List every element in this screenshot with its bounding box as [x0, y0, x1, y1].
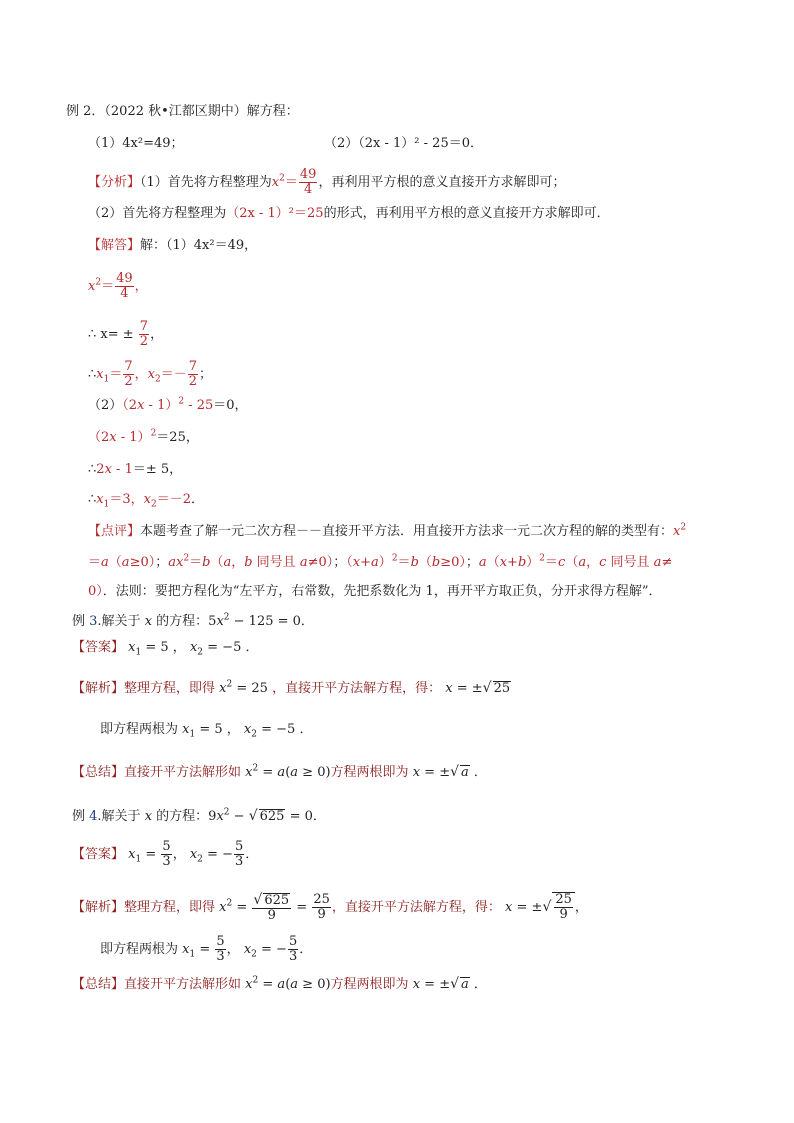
solution-tag-3: 【解析】	[72, 681, 125, 696]
example-3-solution: 【解析】整理方程，即得 $x^2 = 25$ ，直接开平方法解方程，得： x = ±√ 25	[72, 679, 511, 696]
example-4-summary: 【总结】直接开平方法解形如 $x^2 = a(a \ge 0)$方程两根即为 x = ±√ a ．	[72, 975, 487, 992]
answer-tag: 【答案】	[72, 640, 125, 655]
example-source: （2022 秋•江都区期中）解方程：	[104, 104, 299, 119]
example-3-roots: 即方程两根为 $x_1 = 5$ ， $x_2 = -5$ ．	[100, 722, 313, 740]
analysis-text-2a: （2）首先将方程整理为	[88, 206, 227, 221]
example-3-answer: 【答案】 $x_1 = 5$ ， $x_2 = -5$ ．	[72, 640, 259, 658]
analysis-formula-1: $x^2=$ $\frac{49}{4}$	[271, 167, 317, 197]
solution-step-2: $x^2=$ $\frac{49}{4}$ ，	[88, 271, 148, 301]
comment-line-3: 0）．法则：要把方程化为“左平方，右常数，先把系数化为 1，再开平方取正负，分开求得方程解”．	[88, 584, 662, 599]
analysis-formula-2: （2x - 1）²＝25	[226, 206, 324, 221]
analysis-text-1b: ，再利用平方根的意义直接开方求解即可；	[318, 175, 566, 190]
example-4-answer: 【答案】 $x_1$ = $\frac{5}{3}$ ， $x_2$ = − $\frac{5}{3}$ ．	[72, 839, 259, 869]
analysis-line-1	[88, 168, 565, 197]
comment-line-1: 【点评】本题考查了解一元二次方程－－直接开平方法．用直接开方法求一元二次方程的解的类型有：$x^2$	[88, 522, 687, 539]
analysis-text-2c: 的形式，再利用平方根的意义直接开方求解即可．	[323, 206, 610, 221]
comment-tag: 【点评】	[88, 524, 141, 539]
analysis-text-1a: （1）首先将方程整理为	[140, 175, 272, 190]
example-4-solution: 【解析】整理方程，即得 $x^2$ = $\frac{√ 625}{9}$ = $\frac{25}{9}$ ，直接开平方法解方程，得： x = ±√ $\frac{25}{9}$ ，	[72, 891, 588, 923]
solution-line-1	[88, 238, 257, 254]
solution-step-5: （2）（2x - 1）$^2$ - 25＝0，	[88, 396, 248, 413]
analysis-tag: 【分析】	[88, 175, 141, 190]
solution-step-8: $\therefore x_1=3$，$x_2=-2$．	[88, 492, 205, 510]
solution-step-4: $\therefore x_1=$ $\frac{7}{2}$ ，$x_2=-$ $\frac{7}{2}$ ；	[88, 359, 213, 389]
ex2-question-2: （2）（2x - 1）² - 25＝0．	[324, 136, 483, 151]
example-2-title	[66, 104, 299, 120]
summary-tag-4: 【总结】	[72, 977, 125, 992]
solution-step-6: （2x - 1）$^2$＝25，	[88, 428, 199, 445]
summary-tag-3: 【总结】	[72, 765, 125, 780]
example-3-summary: 【总结】直接开平方法解形如 $x^2 = a(a \ge 0)$方程两根即为 x = ±√ a ．	[72, 763, 487, 780]
solution-step-3: ∴ x= ± $\frac{7}{2}$ ，	[88, 319, 164, 349]
example-label: 例 2．	[66, 104, 105, 119]
analysis-line-2	[88, 206, 610, 222]
example-3-question: 例 3.解关于 x 的方程：$5x^2 - 125 = 0$．	[72, 612, 314, 629]
ex2-question-1: （1）4x²=49；	[88, 136, 184, 151]
answer-tag-4: 【答案】	[72, 847, 125, 862]
comment-line-2: ＝a（a≥0）；$ax^2=b(a$，b 同号且 a≠0）；$(x+a)^2=b(b\ge 0)$；$a(x+b)^2=c(a$，c 同号且 a≠	[88, 553, 673, 570]
solution-step-1: 解：（1）4x²＝49，	[140, 238, 258, 253]
solution-step-7: ∴2x - 1＝± 5，	[88, 462, 183, 477]
example-4-roots: 即方程两根为 $x_1$ = $\frac{5}{3}$ ， $x_2$ = − $\frac{5}{3}$ ．	[100, 934, 313, 964]
example-4-question: 例 4.解关于 x 的方程：$9x^2$ − √ 625 = 0．	[72, 807, 326, 824]
solution-tag: 【解答】	[88, 238, 141, 253]
solution-tag-4: 【解析】	[72, 900, 125, 915]
